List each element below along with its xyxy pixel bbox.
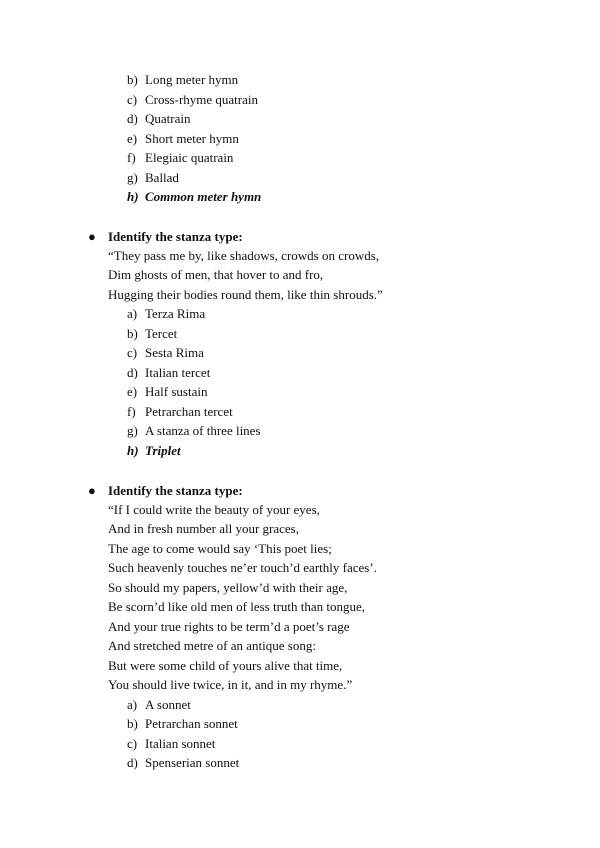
option-f: f) Elegiaic quatrain bbox=[127, 150, 234, 165]
option-b: b) Long meter hymn bbox=[127, 72, 239, 87]
option-e: e) Short meter hymn bbox=[127, 131, 239, 146]
verse-line: And stretched metre of an antique song: bbox=[108, 638, 316, 653]
verse-line: “If I could write the beauty of your eyes, bbox=[108, 502, 320, 517]
verse-line: And your true rights to be term’d a poet’s rage bbox=[108, 619, 350, 634]
verse-line: You should live twice, in it, and in my rhyme.” bbox=[108, 677, 353, 692]
verse-line: The age to come would say ‘This poet lies; bbox=[108, 541, 332, 556]
option-h-answer: h) Triplet bbox=[127, 443, 181, 458]
verse-line: Dim ghosts of men, that hover to and fro, bbox=[108, 267, 324, 282]
option-d: d) Quatrain bbox=[127, 111, 191, 126]
verse-line: Be scorn’d like old men of less truth than tongue, bbox=[108, 599, 366, 614]
verse-line: And in fresh number all your graces, bbox=[108, 521, 299, 536]
option-e: e) Half sustain bbox=[127, 384, 208, 399]
option-c: c) Italian sonnet bbox=[127, 736, 216, 751]
option-c: c) Cross-rhyme quatrain bbox=[127, 92, 259, 107]
option-a: a) Terza Rima bbox=[127, 306, 206, 321]
option-d: d) Spenserian sonnet bbox=[127, 755, 240, 770]
verse-line: Such heavenly touches ne’er touch’d earthly faces’. bbox=[108, 560, 377, 575]
question-1-heading: ● Identify the stanza type: bbox=[88, 229, 243, 244]
option-c: c) Sesta Rima bbox=[127, 345, 204, 360]
option-b: b) Tercet bbox=[127, 326, 178, 341]
option-d: d) Italian tercet bbox=[127, 365, 211, 380]
verse-line: But were some child of yours alive that time, bbox=[108, 658, 343, 673]
verse-line: Hugging their bodies round them, like thin shrouds.” bbox=[108, 287, 383, 302]
option-a: a) A sonnet bbox=[127, 697, 191, 712]
bullet-icon: ● bbox=[88, 483, 96, 498]
option-b: b) Petrarchan sonnet bbox=[127, 716, 238, 731]
option-f: f) Petrarchan tercet bbox=[127, 404, 233, 419]
verse-line: So should my papers, yellow’d with their age, bbox=[108, 580, 348, 595]
question-2-heading: ● Identify the stanza type: bbox=[88, 483, 243, 498]
verse-line: “They pass me by, like shadows, crowds on crowds, bbox=[108, 248, 380, 263]
option-g: g) Ballad bbox=[127, 170, 179, 185]
option-h-answer: h) Common meter hymn bbox=[127, 189, 262, 204]
bullet-icon: ● bbox=[88, 229, 96, 244]
option-g: g) A stanza of three lines bbox=[127, 423, 261, 438]
